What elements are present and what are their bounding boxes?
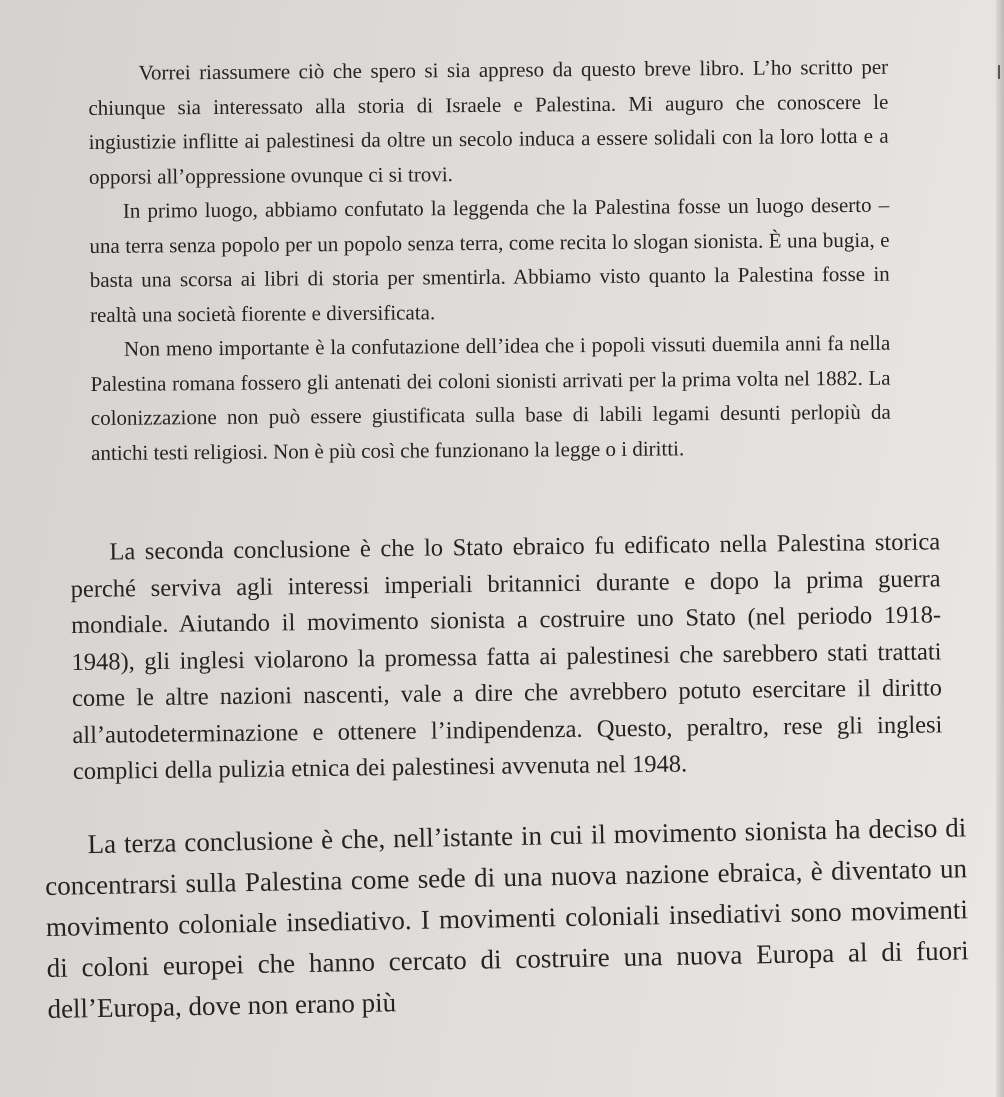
- paragraph-second-conclusion: La seconda conclusione è che lo Stato ebraico fu edificato nella Palestina storica perché serviva agli interessi imperiali britannici durante e dopo la prima guerra mondiale. Aiutando il movimento sionista a costruire uno Stato (nel periodo 1918-1948), gli inglesi violarono la promessa fatta ai palestinesi che sarebbero stati trattati come le altre nazioni nascenti, vale a dire che avrebbero potuto esercitare il diritto all’autodeterminazione e ottenere l’indipendenza. Questo, peraltro, rese gli inglesi complici della pulizia etnica dei palestinesi avvenuta nel 1948.: [70, 528, 943, 785]
- paragraph-intro: Vorrei riassumere ciò che spero si sia appreso da questo breve libro. L’ho scritto per chiunque sia interessato alla storia di Israele e Palestina. Mi auguro che conoscere le ingiustizie inflitte ai palestinesi da oltre un secolo induca a essere solidali con la loro lotta e a opporsi all’oppressione ovunque ci si trovi.: [88, 54, 889, 189]
- paragraph-third-conclusion: La terza conclusione è che, nell’istante in cui il movimento sionista ha deciso di concentrarsi sulla Palestina come sede di una nuova nazione ebraica, è diventato un movimento coloniale insediativo. I movimenti coloniali insediativi sono movimenti di coloni europei che hanno cercato di costruire una nuova Europa al di fuori dell’Europa, dove non erano più: [44, 812, 969, 1024]
- upper-text-block: [88, 50, 891, 470]
- middle-text-block: [70, 524, 943, 790]
- paragraph-ancestry: Non meno importante è la confutazione dell’idea che i popoli vissuti duemila anni fa nella Palestina romana fossero gli antenati dei coloni sionisti arrivati per la prima volta nel 1882. La colonizzazione non può essere giustificata sulla base di labili legami desunti perlopiù da antichi testi religiosi. Non è più così che funzionano la legge o i diritti.: [90, 330, 891, 465]
- paragraph-first-point: In primo luogo, abbiamo confutato la leggenda che la Palestina fosse un luogo deserto – una terra senza popolo per un popolo senza terra, come recita lo slogan sionista. È una bugia, e basta una scorsa ai libri di storia per smentirla. Abbiamo visto quanto la Palestina fosse in realtà una società fiorente e diversificata.: [89, 192, 890, 327]
- page-corner-mark: [998, 65, 1000, 79]
- lower-text-block: [44, 807, 970, 1030]
- page-edge-shadow: [996, 0, 1004, 1097]
